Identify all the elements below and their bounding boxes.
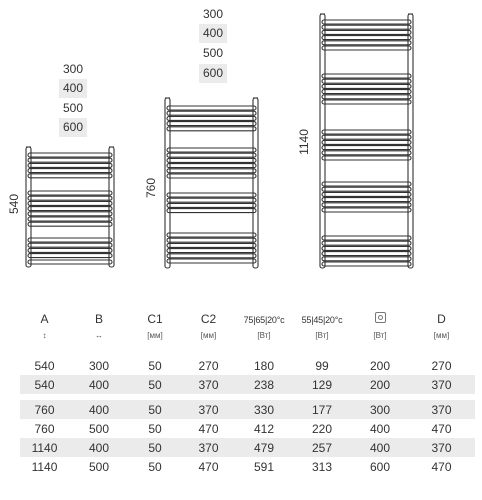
radiator-bar [322,135,411,139]
radiator-bar [322,236,411,240]
radiator-bar [28,238,112,242]
radiator-bar [28,158,112,162]
table-row: 1140 400 50 370 479 257 400 370 [20,438,475,457]
radiator-bar [28,254,112,258]
radiator-bar [167,254,256,258]
width-chip: 300 [202,7,224,21]
radiator-bar [167,193,256,197]
radiator-bar [28,191,112,195]
width-chip: 600 [199,64,227,83]
width-chip: 400 [199,24,227,43]
radiator-bar [28,207,112,211]
table-row: 1140 500 50 470 591 313 600 470 [31,459,452,474]
width-chip: 400 [59,79,87,98]
radiator-bar [167,174,256,178]
col-header-c1: C1 [мм] [147,312,163,340]
radiator-bar [167,148,256,152]
table-header-row [20,312,475,356]
radiator-bar [167,116,256,120]
radiator-bar [322,140,411,144]
radiator-bar [322,208,411,212]
radiator-bar [28,153,112,157]
col-header-a: A ↕ [20,312,69,356]
radiator-bar [167,169,256,173]
radiator-bar [322,36,411,40]
radiator-1140-drawing [320,14,413,268]
width-chip: 500 [202,46,224,60]
radiator-bar [167,158,256,162]
radiator-bar [322,156,411,160]
radiator-bar [167,243,256,247]
radiator-bar [322,203,411,207]
radiator-bar [322,241,411,245]
radiator-bar [322,25,411,29]
radiator-bar [167,111,256,115]
radiator-bar [167,209,256,213]
width-chip: 500 [62,101,84,115]
col-header-power-55: 55|45|20°c [Вт] [301,315,343,340]
vertical-arrow-icon: ↕ [42,331,47,340]
height-label-760: 760 [144,177,158,199]
radiator-bar [167,233,256,237]
radiator-bar [322,257,411,261]
radiator-bar [167,259,256,263]
height-label-1140: 1140 [297,129,311,155]
radiator-bar [322,100,411,104]
col-header-b: B ↔ [69,312,129,356]
radiator-bar [322,187,411,191]
radiator-bar [28,212,112,216]
radiator-bar [322,146,411,150]
radiator-bar [28,169,112,173]
radiator-bar [322,182,411,186]
radiator-760-drawing [165,98,258,268]
col-header-electric: [Вт] [352,312,408,356]
horizontal-arrow-icon: ↔ [95,331,103,340]
radiator-bar [167,106,256,110]
radiator-bar [167,238,256,242]
radiator-bar [28,163,112,167]
radiator-bar [167,153,256,157]
radiator-bar [322,20,411,24]
radiator-bar [322,246,411,250]
radiator-bar [28,196,112,200]
radiator-bar [167,203,256,207]
radiator-bar [167,127,256,131]
table-row: 540 400 50 370 238 129 200 370 [20,375,475,394]
table-row: 760 400 50 370 330 177 300 370 [20,400,475,419]
radiator-bar [28,222,112,226]
radiator-bar [167,122,256,126]
radiator-bar [167,198,256,202]
radiator-bar [28,217,112,221]
table-row: 540 300 50 270 180 99 200 270 [34,358,452,373]
width-chip: 600 [59,118,87,137]
radiator-bar [28,201,112,205]
radiator-bar [322,252,411,256]
radiator-bar [28,174,112,178]
radiator-bar [322,46,411,50]
radiator-540-drawing [26,147,114,267]
radiator-bar [28,248,112,252]
radiator-bar [322,30,411,34]
spec-table [20,312,475,476]
width-chip: 300 [62,62,84,76]
col-header-power-75: 75|65|20°c [Вт] [243,315,285,340]
radiator-bar [28,243,112,247]
radiator-bar [322,74,411,78]
radiator-bar [322,41,411,45]
radiator-bar [322,192,411,196]
col-header-c2: C2 [мм] [200,312,217,340]
col-header-d: D [мм] [433,312,450,340]
radiator-bar [322,79,411,83]
height-label-540: 540 [7,193,21,215]
radiator-bar [322,84,411,88]
radiator-bar [322,130,411,134]
table-row: 760 500 50 470 412 220 400 470 [34,421,452,436]
radiator-bar [28,260,112,264]
radiator-bar [167,249,256,253]
electric-heater-icon [375,312,386,323]
radiator-bar [322,95,411,99]
radiator-bar [322,90,411,94]
radiator-bar [322,262,411,266]
radiator-bar [322,198,411,202]
radiator-bar [322,151,411,155]
radiator-bar [167,164,256,168]
